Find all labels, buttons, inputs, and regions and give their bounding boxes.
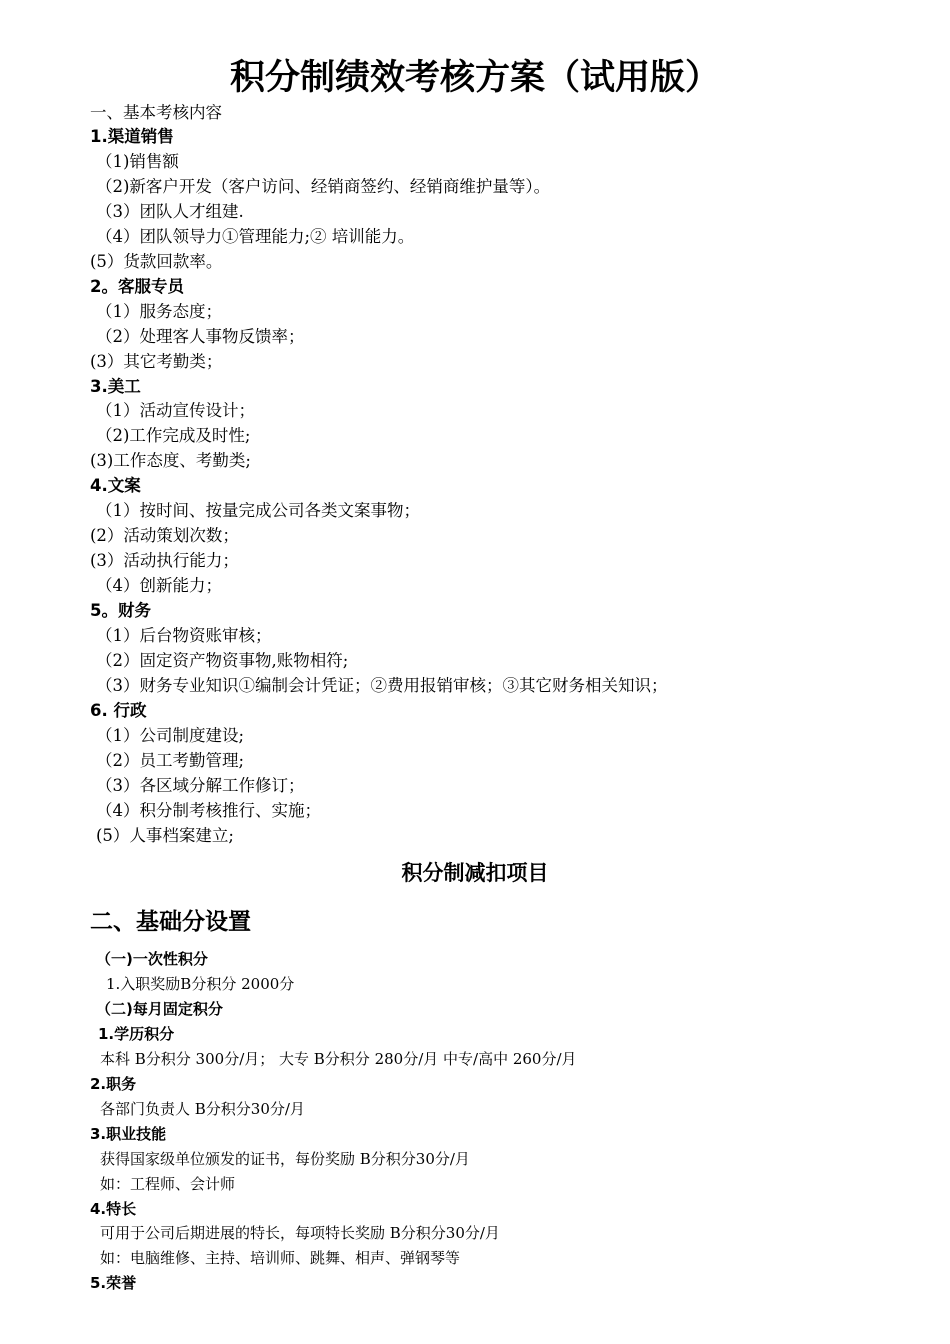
category-heading: 6. 行政 <box>90 700 147 720</box>
list-item: 如：工程师、会计师 <box>100 1174 236 1193</box>
list-item: （1）按时间、按量完成公司各类文案事物； <box>96 501 420 521</box>
list-item: (5）货款回款率。 <box>90 251 223 271</box>
category-heading: 3.美工 <box>90 376 141 396</box>
list-item: （3）各区域分解工作修订； <box>96 775 305 795</box>
list-item: （1）服务态度； <box>96 301 222 321</box>
list-item: （2)新客户开发（客户访问、经销商签约、经销商维护量等）。 <box>96 176 551 196</box>
section2-heading: 二、基础分设置 <box>90 909 251 935</box>
list-item: (5）人事档案建立; <box>96 825 234 845</box>
category-heading: 1.渠道销售 <box>90 127 174 146</box>
list-item: （1）公司制度建设; <box>96 725 245 745</box>
list-item: （1)销售额 <box>96 151 179 171</box>
list-item: 如：电脑维修、主持、培训师、跳舞、相声、弹钢琴等 <box>100 1249 461 1268</box>
list-item: （2）处理客人事物反馈率； <box>96 326 305 346</box>
list-item: （2）员工考勤管理; <box>96 750 245 770</box>
list-item: 可用于公司后期进展的特长，每项特长奖励 B分积分30分/月 <box>100 1224 500 1243</box>
category-heading: 4.特长 <box>90 1199 137 1218</box>
list-item: （4）积分制考核推行、实施； <box>96 800 321 820</box>
category-heading: 5。财务 <box>90 601 151 621</box>
list-item: 本科 B分积分 300分/月； 大专 B分积分 280分/月 中专/高中 260分/月 <box>100 1049 577 1068</box>
list-item: （4）创新能力； <box>96 576 222 596</box>
category-heading: 2.职务 <box>90 1074 137 1093</box>
category-heading: 1.学历积分 <box>98 1024 175 1043</box>
document-title: 积分制绩效考核方案（试用版） <box>229 58 720 98</box>
list-item: 1.入职奖励B分积分 2000分 <box>106 974 295 993</box>
category-heading: （一)一次性积分 <box>96 950 208 968</box>
list-item: （2）固定资产物资事物,账物相符; <box>96 650 349 670</box>
list-item: 各部门负责人 B分积分30分/月 <box>100 1099 305 1118</box>
list-item: (3)工作态度、考勤类; <box>90 451 251 471</box>
list-item: (3）其它考勤类； <box>90 351 223 371</box>
list-item: 获得国家级单位颁发的证书，每份奖励 B分积分30分/月 <box>100 1149 470 1168</box>
category-heading: 2。客服专员 <box>90 276 184 296</box>
list-item: （1）后台物资账审核； <box>96 626 272 645</box>
category-heading: 3.职业技能 <box>90 1124 167 1143</box>
category-heading: 4.文案 <box>90 476 141 496</box>
list-item: （4）团队领导力①管理能力;② 培训能力。 <box>96 226 415 246</box>
subtitle: 积分制减扣项目 <box>401 861 549 885</box>
list-item: （2)工作完成及时性; <box>96 426 251 446</box>
category-heading: （二)每月固定积分 <box>96 999 223 1018</box>
list-item: （3）财务专业知识①编制会计凭证；②费用报销审核；③其它财务相关知识； <box>96 675 668 695</box>
list-item: （3）团队人才组建. <box>96 201 244 221</box>
list-item: (2）活动策划次数； <box>90 526 239 546</box>
section1-heading: 一、基本考核内容 <box>90 103 222 122</box>
list-item: （1）活动宣传设计； <box>96 401 255 421</box>
category-heading: 5.荣誉 <box>90 1274 137 1293</box>
list-item: (3）活动执行能力； <box>90 551 239 571</box>
